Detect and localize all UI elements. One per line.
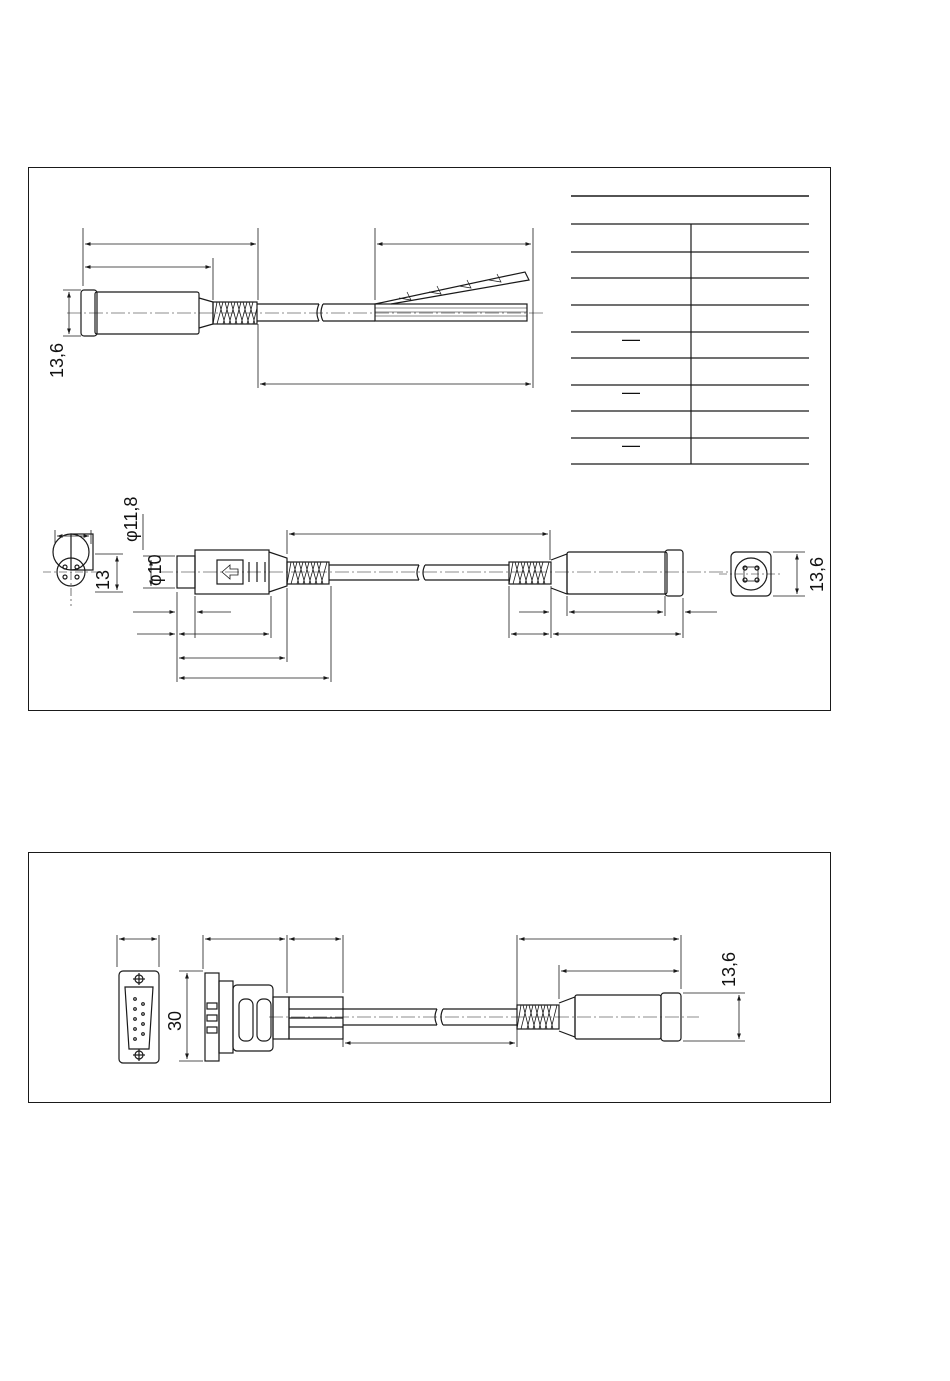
dimension-dia-outer: φ11,8: [121, 496, 141, 542]
designation-table: [571, 196, 809, 464]
bottom-drawing-panel: [28, 852, 831, 1103]
table-cell: —: [622, 435, 640, 455]
dimension-width-front: 13: [93, 569, 113, 590]
dsub-side-view: [205, 973, 699, 1061]
dimension-height-right: 13,6: [807, 556, 827, 592]
lower-dimension-lines: [55, 514, 805, 682]
dimension-height-right: 13,6: [719, 951, 739, 987]
top-drawing-panel: [28, 167, 831, 711]
table-cell: —: [622, 382, 640, 402]
dimension-dia-inner: φ10: [145, 554, 165, 586]
dimension-height-left: 13,6: [47, 342, 67, 378]
bottom-dimension-lines: [117, 935, 745, 1061]
top-table-text: [622, 329, 640, 455]
table-cell: —: [622, 329, 640, 349]
dimension-height-dsub: 30: [165, 1010, 185, 1031]
dsub-front-view: [119, 971, 159, 1063]
cable-open-end-drawing: [67, 272, 543, 336]
top-drawing: [29, 168, 832, 712]
bottom-drawing: [29, 853, 832, 1104]
